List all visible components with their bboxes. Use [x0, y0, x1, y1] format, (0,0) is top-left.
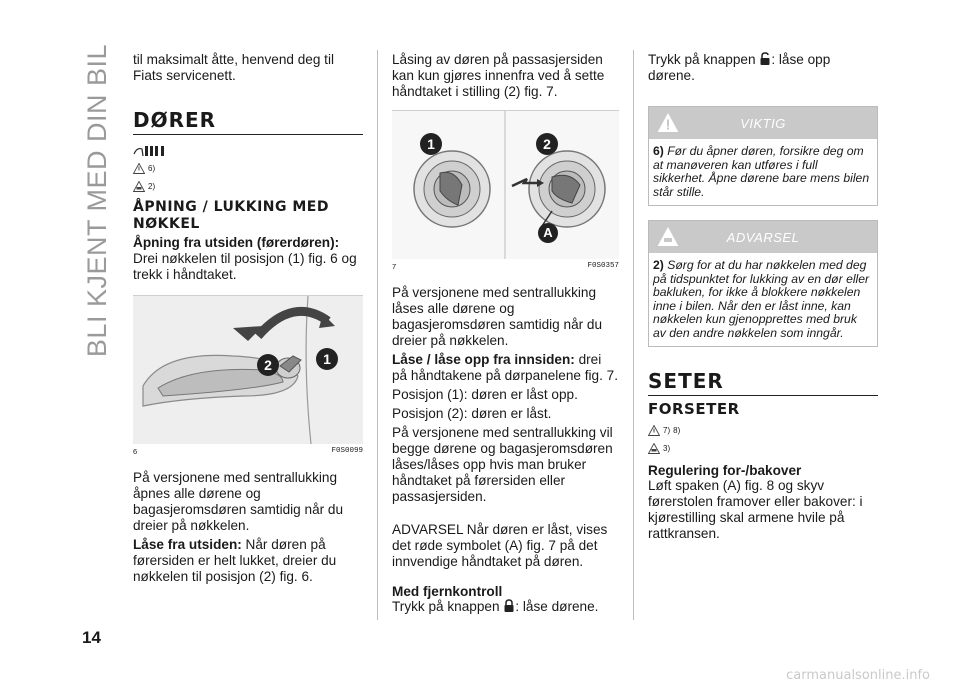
watermark: carmanualsonline.info [786, 668, 930, 683]
paragraph: Trykk på knappen : låse dørene. [392, 599, 599, 614]
paragraph: Posisjon (1): døren er låst opp. [392, 387, 578, 402]
paragraph: På versjonene med sentrallukking vil begge dørene og bagasjeromsdøren låses/låses opp hvis man bruker håndtaket på førersiden eller passasjersiden. [392, 425, 613, 504]
ref-number: 8) [673, 425, 681, 435]
warning-triangle-icon [133, 163, 145, 174]
column-3 [648, 52, 878, 545]
figure-caption: 6 F0S0099 [133, 447, 363, 456]
figure-caption: 7 F0S0357 [392, 262, 619, 271]
paragraph: Låse / låse opp fra innsiden: drei på håndtakene på dørpanelene fig. 7. [392, 352, 618, 383]
caution-car-icon [648, 443, 660, 454]
intro-text: til maksimalt åtte, henvend deg til Fiats servicenett. [133, 52, 334, 83]
warning-box-text: 2) Sørg for at du har nøkkelen med deg på tidspunktet for lukking av en dør eller bakluken, for ikke å blokkere nøkkelen inne i bilen. Når den er låst inne, kan nøkkelen kun gjenopprettes med bruk av den andre nøkkelen som inngår. [653, 258, 870, 340]
figure-6 [133, 295, 363, 443]
ref-number: 6) [148, 163, 156, 173]
door-icons [133, 143, 363, 159]
paragraph: Åpning fra utsiden (førerdøren): Drei nøkkelen til posisjon (1) fig. 6 og trekk i håndtaket. [133, 235, 357, 282]
warning-refs [648, 421, 878, 439]
intro-text: Låsing av døren på passasjersiden kan kun gjøres innenfra ved å sette håndtaket i stilling (2) fig. 7. [392, 52, 605, 99]
column-divider [633, 50, 634, 620]
paragraph: Trykk på knappen : låse opp dørene. [648, 52, 831, 83]
ref-number: 2) [148, 181, 156, 191]
warning-box [648, 220, 878, 347]
heading-seat-adjustment: Regulering for-/bakover [648, 463, 802, 478]
figure-marker-a: A [538, 223, 558, 243]
warning-ref [133, 159, 363, 177]
important-box [648, 106, 878, 206]
figure-marker-2: 2 [536, 133, 558, 155]
door-handle-illustration [133, 296, 363, 444]
column-1 [133, 52, 363, 588]
warning-box-header: ADVARSEL [649, 221, 877, 253]
important-box-header: VIKTIG [649, 107, 877, 139]
column-divider [377, 50, 378, 620]
side-chapter-title: BLI KJENT MED DIN BIL [81, 44, 112, 358]
figure-marker-2: 2 [257, 354, 279, 376]
ref-number: 7) [663, 425, 671, 435]
caution-car-icon [133, 181, 145, 192]
heading-remote-control: Med fjernkontroll [392, 584, 503, 599]
caution-ref [133, 177, 363, 195]
figure-marker-1: 1 [316, 348, 338, 370]
paragraph: ADVARSEL Når døren er låst, vises det røde symbolet (A) fig. 7 på det innvendige håndtaket på døren. [392, 522, 608, 569]
door-symbol-icon [133, 144, 171, 158]
caution-car-icon [657, 226, 679, 248]
figure-7 [392, 110, 619, 258]
unlock-icon [759, 52, 771, 66]
caution-ref [648, 439, 878, 457]
paragraph: På versjonene med sentrallukking låses alle dørene og bagasjeromsdøren samtidig når du dreier på nøkkelen. [392, 285, 603, 348]
subheading-front-seats: FORSETER [648, 400, 740, 418]
paragraph: På versjonene med sentrallukking åpnes alle dørene og bagasjeromsdøren samtidig når du dreier på nøkkelen. [133, 470, 344, 533]
page-number: 14 [82, 628, 101, 647]
lock-icon [503, 599, 515, 613]
section-heading-doors: DØRER [133, 108, 363, 135]
section-heading-seats: SETER [648, 369, 878, 396]
important-box-text: 6) Før du åpner døren, forsikre deg om at manøveren kan utføres i full sikkerhet. Åpne dørene bare mens bilen står stille. [653, 144, 870, 199]
subheading-key-locking: ÅPNING / LUKKING MED NØKKEL [133, 199, 329, 232]
ref-number: 3) [663, 443, 671, 453]
paragraph: Løft spaken (A) fig. 8 og skyv førerstolen framover eller bakover: i kjørestilling skal armene hvile på rattkransen. [648, 478, 863, 541]
warning-triangle-icon [657, 112, 679, 134]
paragraph: Posisjon (2): døren er låst. [392, 406, 552, 421]
paragraph: Låse fra utsiden: Når døren på førersiden er helt lukket, dreier du nøkkelen til posisjon (2) fig. 6. [133, 537, 337, 584]
column-2 [392, 52, 619, 618]
figure-marker-1: 1 [420, 133, 442, 155]
warning-triangle-icon [648, 425, 660, 436]
